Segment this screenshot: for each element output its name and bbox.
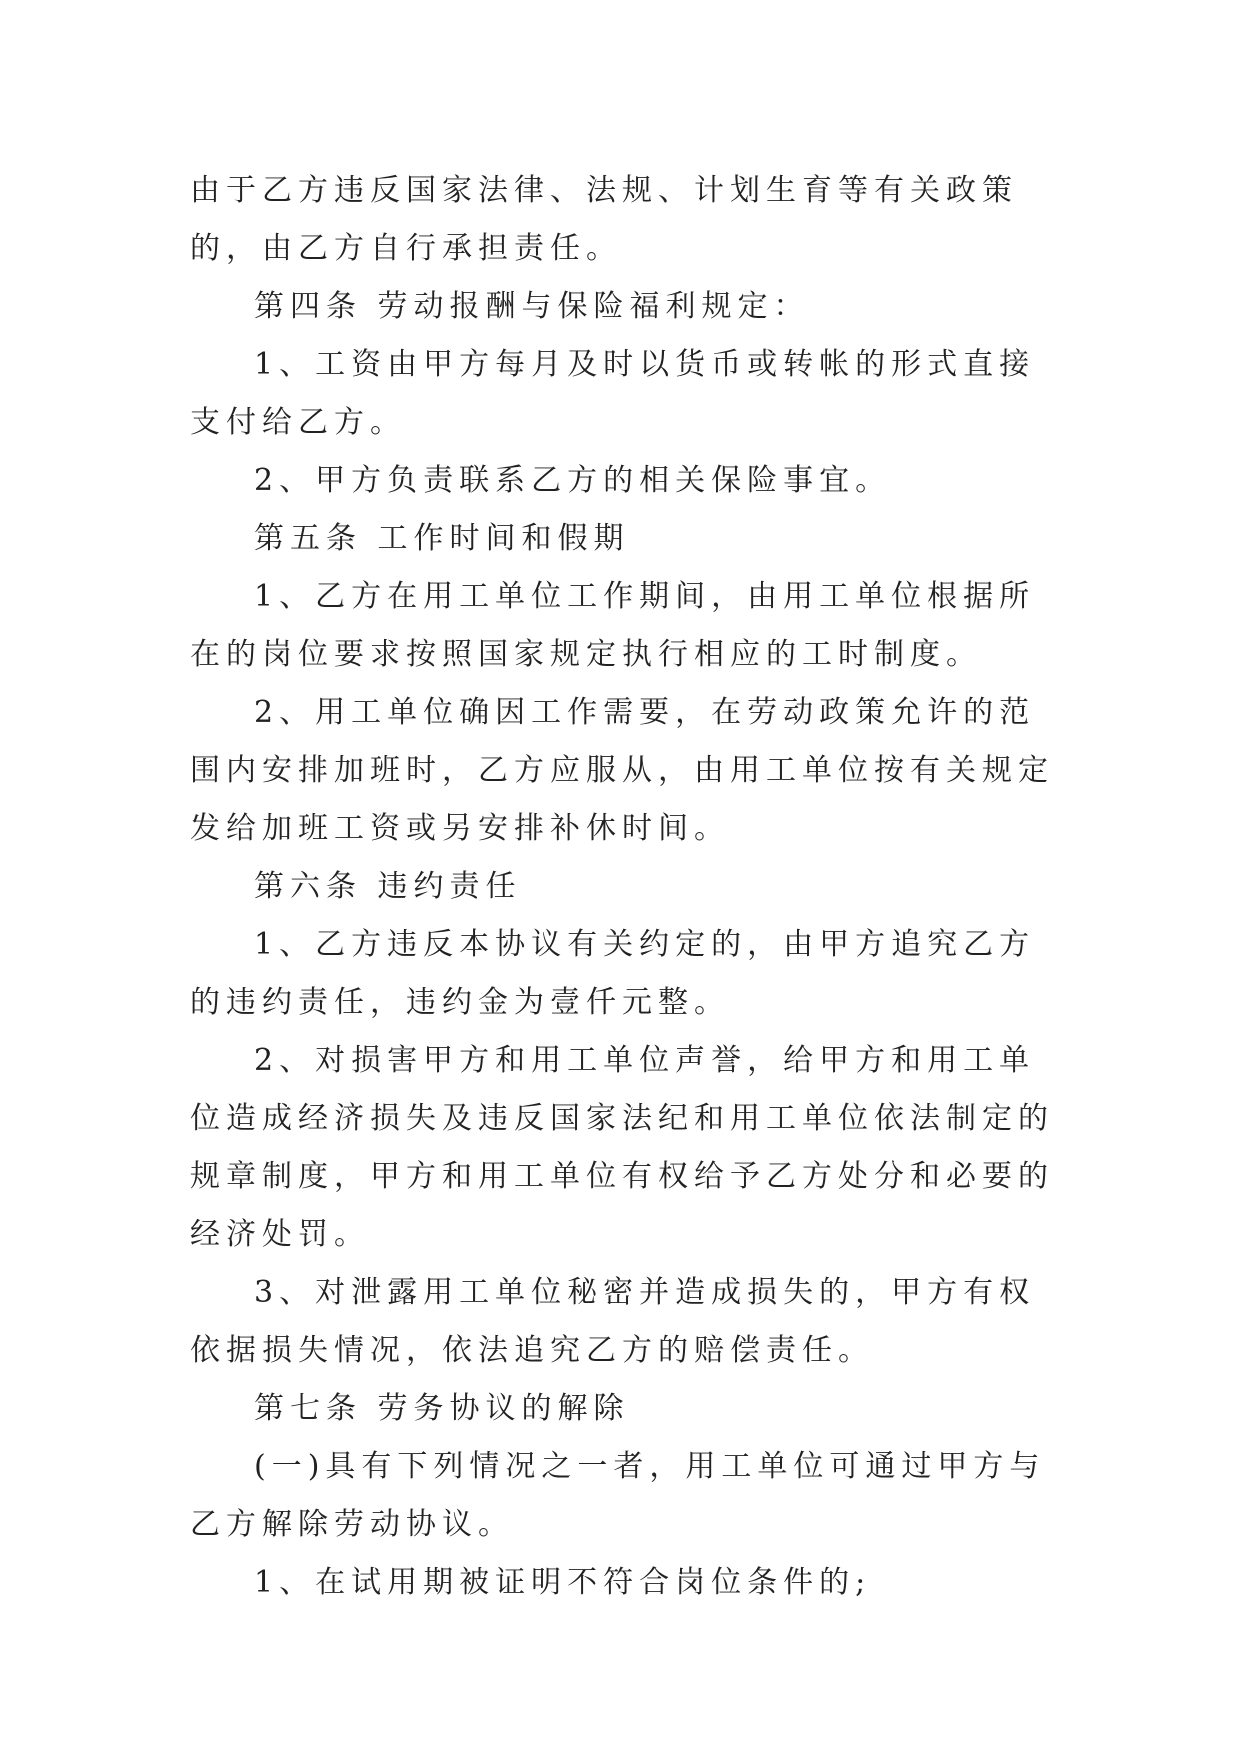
paragraph: 3、对泄露用工单位秘密并造成损失的，甲方有权依据损失情况，依法追究乙方的赔偿责任。 [190,1275,1036,1368]
article-heading: 第六条 违约责任 [254,869,522,904]
document-body [190,162,1070,1612]
article-heading: 第七条 劳务协议的解除 [254,1391,630,1426]
article-heading: 第四条 劳动报酬与保险福利规定： [254,289,810,324]
paragraph: 2、对损害甲方和用工单位声誉，给甲方和用工单位造成经济损失及违反国家法纪和用工单位依法制定的规章制度，甲方和用工单位有权给予乙方处分和必要的经济处罚。 [190,1043,1054,1252]
paragraph: 1、工资由甲方每月及时以货币或转帐的形式直接支付给乙方。 [190,347,1036,440]
paragraph: 2、用工单位确因工作需要，在劳动政策允许的范围内安排加班时，乙方应服从，由用工单位按有关规定发给加班工资或另安排补休时间。 [190,695,1054,846]
paragraph: 1、乙方违反本协议有关约定的，由甲方追究乙方的违约责任，违约金为壹仟元整。 [190,927,1036,1020]
paragraph: 1、在试用期被证明不符合岗位条件的; [254,1565,872,1600]
article-heading: 第五条 工作时间和假期 [254,521,630,556]
paragraph: 1、乙方在用工单位工作期间，由用工单位根据所在的岗位要求按照国家规定执行相应的工时制度。 [190,579,1036,672]
paragraph: 2、甲方负责联系乙方的相关保险事宜。 [254,463,892,498]
paragraph: 由于乙方违反国家法律、法规、计划生育等有关政策的，由乙方自行承担责任。 [190,173,1018,266]
paragraph: (一)具有下列情况之一者，用工单位可通过甲方与乙方解除劳动协议。 [190,1449,1046,1542]
